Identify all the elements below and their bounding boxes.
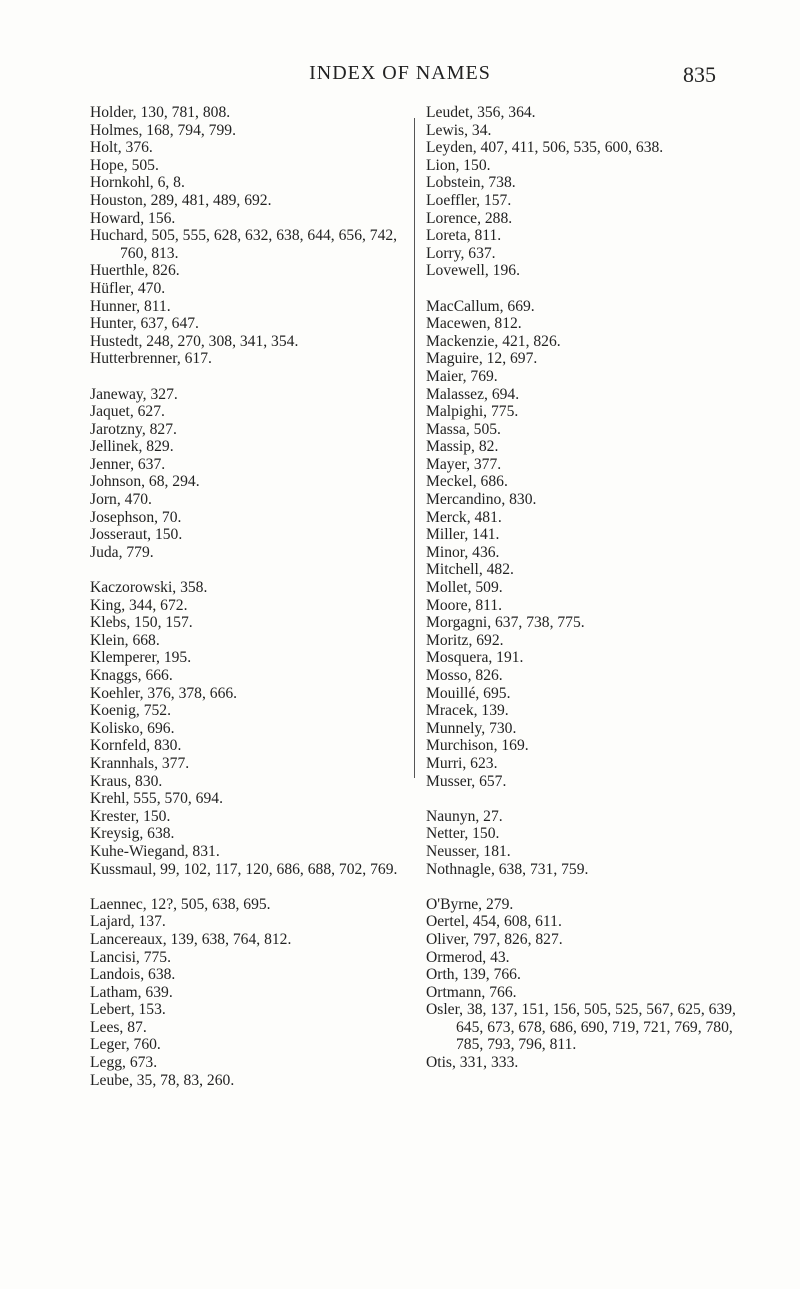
index-entry: Leger, 760.	[90, 1036, 161, 1054]
index-entry: Murri, 623.	[426, 754, 498, 772]
index-entry: Musser, 657.	[426, 772, 507, 790]
index-entry: Houston, 289, 481, 489, 692.	[90, 191, 272, 209]
index-entry: Jarotzny, 827.	[90, 420, 177, 438]
index-entry: Knaggs, 666.	[90, 667, 173, 684]
index-entry: Oliver, 797, 826, 827.	[426, 930, 563, 948]
index-entry: Landois, 638.	[90, 966, 176, 984]
index-entry: Munnely, 730.	[426, 719, 517, 737]
index-entry: Howard, 156.	[90, 209, 176, 227]
index-entry: Jenner, 637.	[90, 455, 166, 473]
index-column-right	[426, 104, 748, 1089]
index-entry: Lees, 87.	[90, 1018, 147, 1036]
index-entry: Mracek, 139.	[426, 702, 509, 720]
index-entry: Holt, 376.	[90, 139, 153, 157]
index-entry: Maguire, 12, 697.	[426, 350, 538, 368]
index-entry: Holder, 130, 781, 808.	[90, 104, 231, 121]
index-entry: Netter, 150.	[426, 825, 500, 843]
index-entry: Hunter, 637, 647.	[90, 315, 199, 333]
index-entry: Koenig, 752.	[90, 702, 171, 720]
index-entry: Macewen, 812.	[426, 315, 522, 333]
index-entry: Maier, 769.	[426, 367, 498, 385]
index-entry: Merck, 481.	[426, 508, 502, 526]
index-entry: Krannhals, 377.	[90, 754, 190, 772]
index-entry: Kuhe-Wiegand, 831.	[90, 842, 220, 860]
index-entry: Mollet, 509.	[426, 579, 503, 597]
page-header	[0, 62, 800, 92]
index-entry: Kornfeld, 830.	[90, 737, 182, 755]
index-entry: Leube, 35, 78, 83, 260.	[90, 1071, 235, 1089]
index-entry: Hustedt, 248, 270, 308, 341, 354.	[90, 332, 299, 350]
index-entry: Malpighi, 775.	[426, 403, 519, 421]
index-entry: Loreta, 811.	[426, 227, 502, 245]
index-entry: Hüfler, 470.	[90, 279, 166, 297]
running-title: INDEX OF NAMES	[309, 62, 491, 84]
index-entry: Miller, 141.	[426, 526, 500, 544]
index-entry: Mitchell, 482.	[426, 561, 514, 579]
index-entry: Mayer, 377.	[426, 455, 502, 473]
index-entry: Klein, 668.	[90, 631, 160, 649]
index-entry: Lorry, 637.	[426, 244, 496, 262]
index-letter-group	[90, 386, 406, 562]
index-entry: Massip, 82.	[426, 438, 499, 456]
index-entry: Juda, 779.	[90, 543, 154, 561]
index-entry: Lancereaux, 139, 638, 764, 812.	[90, 930, 292, 948]
index-entry: Mercandino, 830.	[426, 491, 537, 509]
index-letter-group	[426, 896, 748, 1072]
index-entry: Hornkohl, 6, 8.	[90, 174, 185, 192]
index-entry: Hope, 505.	[90, 156, 159, 174]
index-entry: Leudet, 356, 364.	[426, 104, 536, 121]
index-entry: Josephson, 70.	[90, 508, 182, 526]
index-letter-group	[426, 298, 748, 791]
index-entry: Hutterbrenner, 617.	[90, 350, 212, 368]
index-entry: Mackenzie, 421, 826.	[426, 332, 561, 350]
index-entry: Klebs, 150, 157.	[90, 614, 193, 632]
index-entry: Klemperer, 195.	[90, 649, 192, 667]
index-entry: Kraus, 830.	[90, 772, 163, 790]
page-number: 835	[683, 62, 716, 87]
index-entry: Ormerod, 43.	[426, 948, 510, 966]
index-entry: Kaczorowski, 358.	[90, 579, 208, 597]
index-entry: Johnson, 68, 294.	[90, 473, 200, 491]
index-entry: Moritz, 692.	[426, 631, 504, 649]
index-entry: Hunner, 811.	[90, 297, 171, 315]
index-entry: Massa, 505.	[426, 420, 501, 438]
index-entry: Lion, 150.	[426, 156, 491, 174]
index-entry: Osler, 38, 137, 151, 156, 505, 525, 567, 625, 639, 645, 673, 678, 686, 690, 719, 721, 769, 780, 785, 793, 796, 811.	[426, 1001, 736, 1054]
index-entry: Oertel, 454, 608, 611.	[426, 913, 562, 931]
index-entry: Nothnagle, 638, 731, 759.	[426, 860, 589, 878]
index-entry: Lobstein, 738.	[426, 174, 516, 192]
index-entry: Jaquet, 627.	[90, 403, 165, 421]
index-entry: Laennec, 12?, 505, 638, 695.	[90, 895, 271, 913]
index-entry: Leyden, 407, 411, 506, 535, 600, 638.	[426, 139, 664, 157]
index-entry: Loeffler, 157.	[426, 191, 512, 209]
index-entry: Murchison, 169.	[426, 737, 529, 755]
index-entry: Ortmann, 766.	[426, 983, 517, 1001]
index-entry: Moore, 811.	[426, 596, 503, 614]
index-entry: Janeway, 327.	[90, 385, 178, 403]
index-entry: Lajard, 137.	[90, 913, 166, 931]
index-entry: Legg, 673.	[90, 1054, 158, 1072]
index-entry: Lancisi, 775.	[90, 948, 171, 966]
index-letter-group	[90, 579, 406, 878]
index-entry: Lewis, 34.	[426, 121, 492, 139]
index-entry: Kreysig, 638.	[90, 825, 175, 843]
index-entry: Morgagni, 637, 738, 775.	[426, 614, 585, 632]
index-entry: Otis, 331, 333.	[426, 1054, 519, 1072]
index-entry: Huchard, 505, 555, 628, 632, 638, 644, 656, 742, 760, 813.	[90, 227, 398, 262]
index-entry: Huerthle, 826.	[90, 262, 180, 280]
index-entry: Latham, 639.	[90, 983, 173, 1001]
index-entry: O'Byrne, 279.	[426, 895, 514, 913]
index-entry: Holmes, 168, 794, 799.	[90, 121, 236, 139]
index-entry: Lovewell, 196.	[426, 262, 520, 280]
index-entry: Meckel, 686.	[426, 473, 508, 491]
index-entry: Josseraut, 150.	[90, 526, 183, 544]
index-entry: Malassez, 694.	[426, 385, 520, 403]
index-entry: Lorence, 288.	[426, 209, 513, 227]
index-entry: King, 344, 672.	[90, 596, 188, 614]
index-letter-group	[90, 896, 406, 1090]
index-entry: Krehl, 555, 570, 694.	[90, 790, 223, 808]
index-entry: Orth, 139, 766.	[426, 966, 521, 984]
index-entry: Krester, 150.	[90, 807, 171, 825]
index-entry: Mouillé, 695.	[426, 684, 511, 702]
index-letter-group	[426, 808, 748, 878]
index-entry: Jellinek, 829.	[90, 438, 174, 456]
index-entry: Koehler, 376, 378, 666.	[90, 684, 238, 702]
index-column-left	[90, 104, 406, 1107]
index-entry: Mosquera, 191.	[426, 649, 524, 667]
index-letter-group	[90, 104, 406, 368]
index-entry: Mosso, 826.	[426, 667, 503, 684]
index-entry: Kussmaul, 99, 102, 117, 120, 686, 688, 702, 769.	[90, 860, 398, 878]
index-entry: Neusser, 181.	[426, 842, 511, 860]
index-entry: MacCallum, 669.	[426, 297, 535, 315]
index-entry: Jorn, 470.	[90, 491, 152, 509]
index-entry: Kolisko, 696.	[90, 719, 175, 737]
index-letter-group	[426, 104, 748, 280]
index-entry: Naunyn, 27.	[426, 807, 503, 825]
column-divider	[414, 118, 415, 778]
index-entry: Lebert, 153.	[90, 1001, 166, 1019]
index-entry: Minor, 436.	[426, 543, 500, 561]
